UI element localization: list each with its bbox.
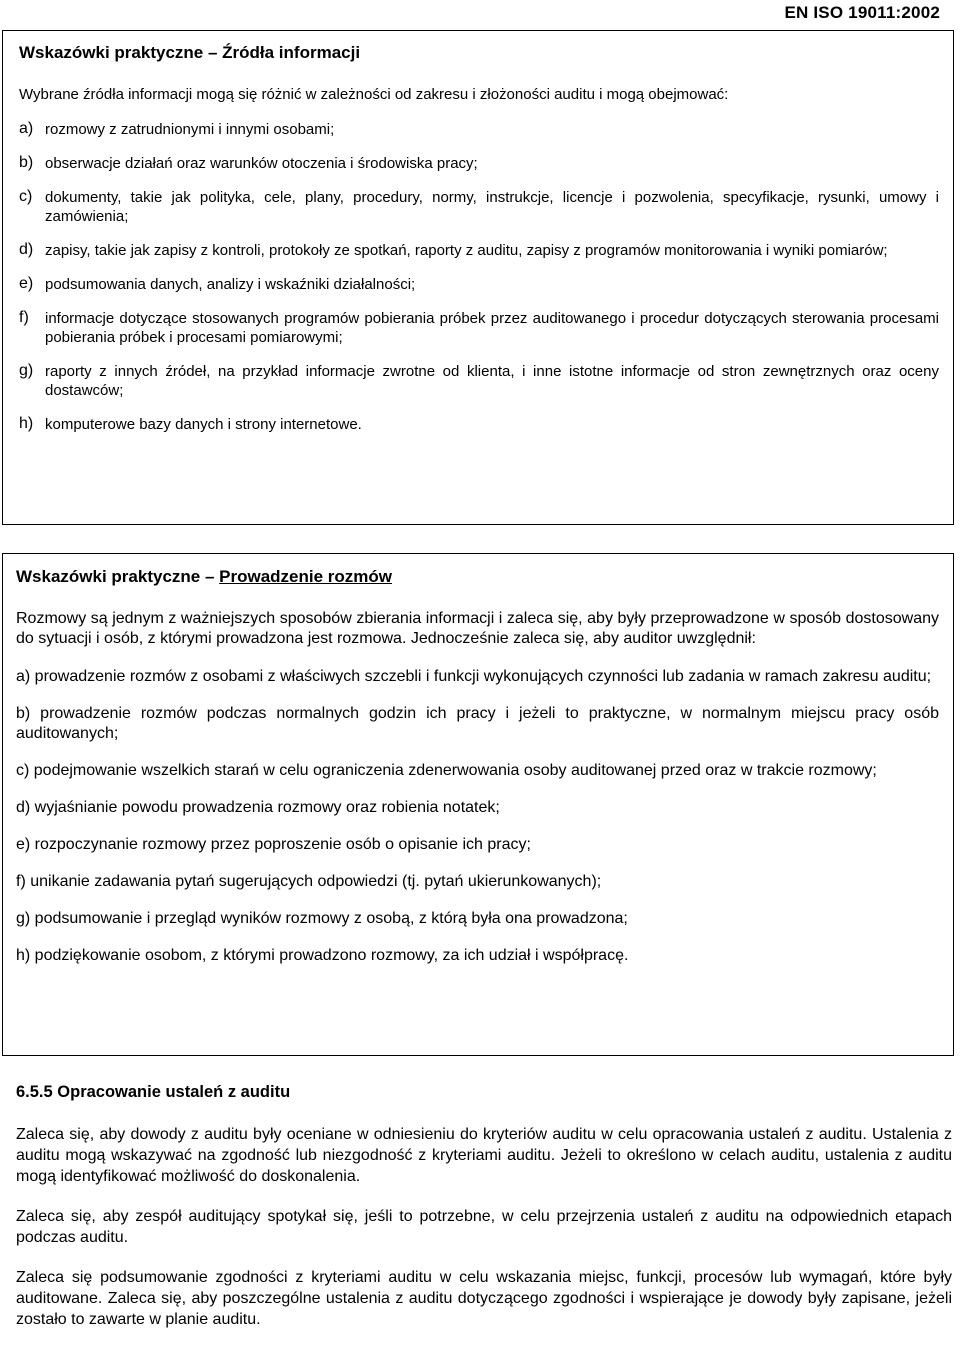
list-item-label: c) <box>19 188 33 205</box>
section-6-5-5 <box>16 1083 952 1349</box>
list-item <box>19 188 939 226</box>
list-item <box>19 362 939 400</box>
list-item-label: h) <box>19 415 34 432</box>
list-item <box>19 309 939 347</box>
list-item-text: komputerowe bazy danych i strony internetowe. <box>45 416 362 433</box>
standard-code: EN ISO 19011:2002 <box>784 3 940 22</box>
list-item: d) wyjaśnianie powodu prowadzenia rozmowy oraz robienia notatek; <box>16 799 500 816</box>
list-item-label: e) <box>19 275 34 292</box>
list-item: c) podejmowanie wszelkich starań w celu ograniczenia zdenerwowania osoby auditowanej przed oraz w trakcie rozmowy; <box>16 762 877 779</box>
list-item-text: obserwacje działań oraz warunków otoczenia i środowiska pracy; <box>45 155 478 172</box>
section-heading: 6.5.5 Opracowanie ustaleń z auditu <box>16 1083 291 1101</box>
list-item-text: informacje dotyczące stosowanych programów pobierania próbek przez auditowanego i procedur dotyczących sterowania procesami pobierania próbek i procesami pomiarowymi; <box>45 310 939 346</box>
list-item-text: zapisy, takie jak zapisy z kontroli, protokoły ze spotkań, raporty z auditu, zapisy z programów monitorowania i wyniki pomiarów; <box>45 242 888 259</box>
list-item: a) prowadzenie rozmów z osobami z właściwych szczebli i funkcji wykonujących czynności lub zadania w ramach zakresu auditu; <box>16 668 932 685</box>
list-item-label: f) <box>19 309 29 326</box>
box-intro: Wybrane źródła informacji mogą się różnić w zależności od zakresu i złożoności auditu i mogą obejmować: <box>19 86 729 103</box>
list-item <box>19 275 939 294</box>
list-item-label: g) <box>19 362 34 379</box>
list-item-text: dokumenty, takie jak polityka, cele, plany, procedury, normy, instrukcje, licencje i pozwolenia, specyfikacje, rysunki, umowy i zamówienia; <box>45 189 939 225</box>
section-paragraph: Zaleca się podsumowanie zgodności z kryteriami auditu w celu wskazania miejsc, funkcji, procesów lub wymagań, które były auditowane. Zaleca się, aby poszczególne ustalenia z auditu dotyczącego zgodności i wspierające je dowody były zapisane, jeżeli zostało to zawarte w planie auditu. <box>16 1269 952 1328</box>
list-item-label: b) <box>19 154 34 171</box>
list-item <box>19 154 939 173</box>
box-title: Wskazówki praktyczne – Źródła informacji <box>19 43 361 62</box>
list-item <box>19 415 939 434</box>
box-title-main: Prowadzenie rozmów <box>219 567 393 586</box>
list-item-label: d) <box>19 241 34 258</box>
practical-guidance-box-interviews <box>2 553 954 1056</box>
list-item <box>19 120 939 139</box>
practical-guidance-box-information-sources <box>2 30 954 525</box>
list-item: h) podziękowanie osobom, z którymi prowadzono rozmowy, za ich udział i współpracę. <box>16 947 629 964</box>
section-paragraph: Zaleca się, aby zespół auditujący spotykał się, jeśli to potrzebne, w celu przejrzenia ustaleń z auditu na odpowiednich etapach podczas auditu. <box>16 1208 952 1246</box>
list-item: b) prowadzenie rozmów podczas normalnych godzin ich pracy i jeżeli to praktyczne, w normalnym miejscu pracy osób auditowanych; <box>16 705 939 742</box>
list-item-label: a) <box>19 120 34 137</box>
list-item-text: raporty z innych źródeł, na przykład informacje zwrotne od klienta, i inne istotne informacje od stron zewnętrznych oraz oceny dostawców; <box>45 363 939 399</box>
box-title <box>16 567 939 587</box>
list-item <box>19 241 939 260</box>
list-item-text: podsumowania danych, analizy i wskaźniki działalności; <box>45 276 416 293</box>
box-title-prefix: Wskazówki praktyczne – <box>16 567 220 586</box>
list-item: f) unikanie zadawania pytań sugerujących odpowiedzi (tj. pytań ukierunkowanych); <box>16 873 602 890</box>
section-paragraph: Zaleca się, aby dowody z auditu były oceniane w odniesieniu do kryteriów auditu w celu opracowania ustaleń z auditu. Ustalenia z auditu mogą wskazywać na zgodność lub niezgodność z kryteriami auditu. Jeżeli to określono w celach auditu, ustalenia z auditu mogą identyfikować możliwość do doskonalenia. <box>16 1126 952 1185</box>
list-item-text: rozmowy z zatrudnionymi i innymi osobami; <box>45 121 335 138</box>
list-item: g) podsumowanie i przegląd wyników rozmowy z osobą, z którą była ona prowadzona; <box>16 910 628 927</box>
list-item: e) rozpoczynanie rozmowy przez poproszenie osób o opisanie ich pracy; <box>16 836 531 853</box>
box-intro: Rozmowy są jednym z ważniejszych sposobów zbierania informacji i zaleca się, aby były przeprowadzone w sposób dostosowany do sytuacji i osób, z którymi prowadzona jest rozmowa. Jednocześnie zaleca się, aby auditor uwzględnił: <box>16 610 939 647</box>
